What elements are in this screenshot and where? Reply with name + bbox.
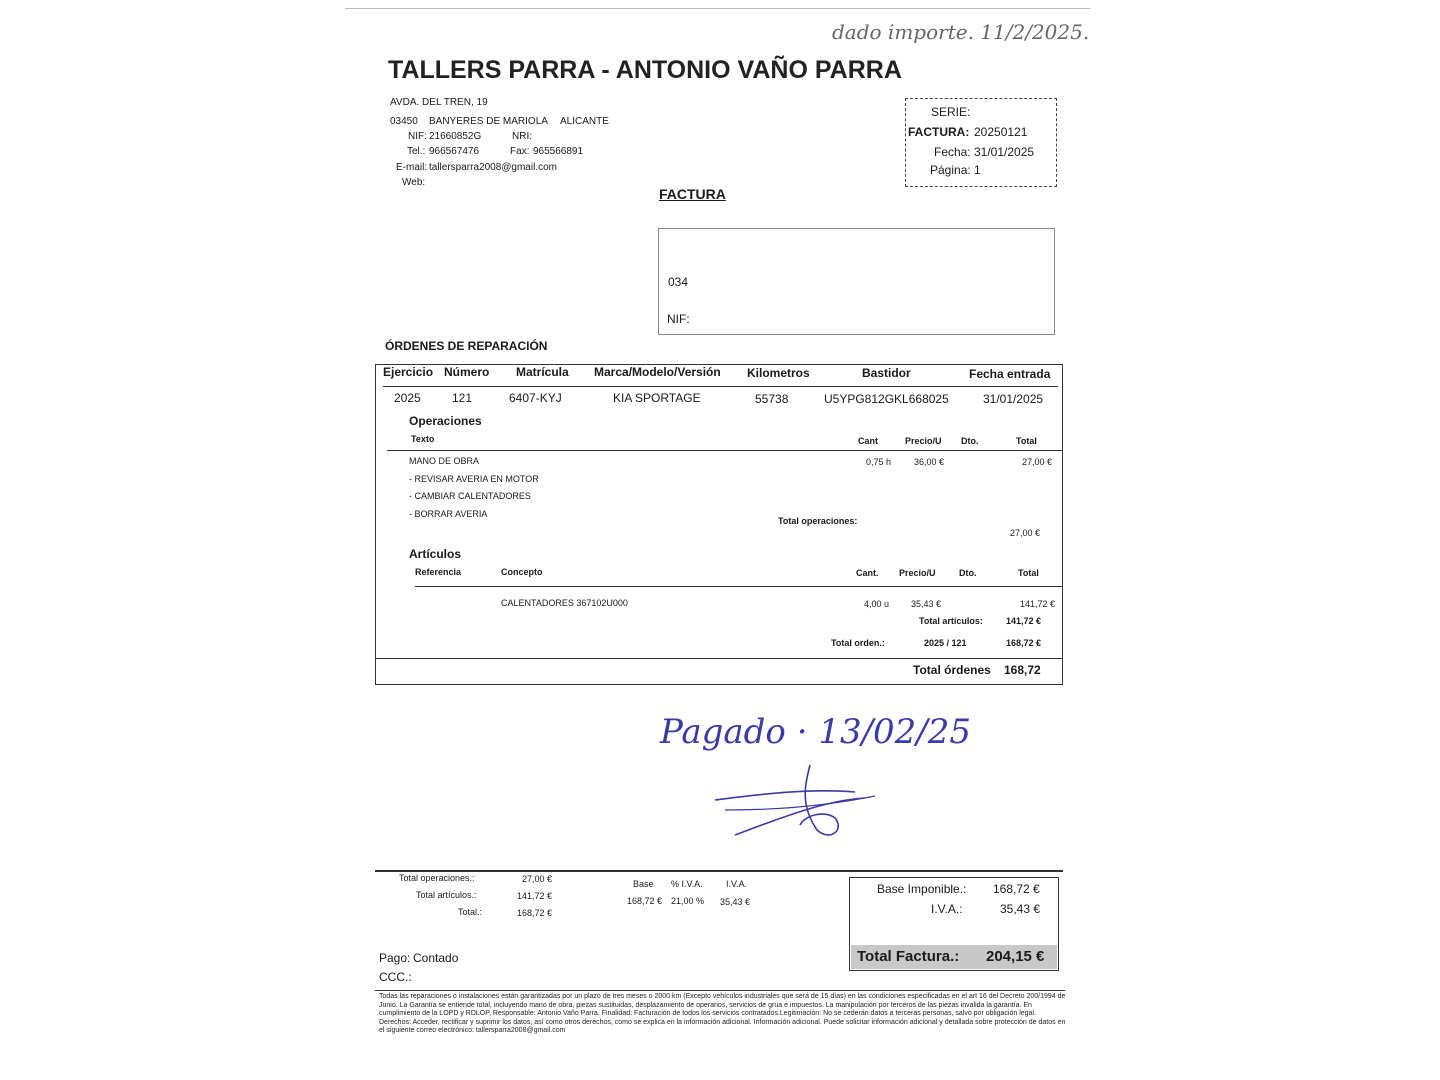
company-postal-code: 03450 bbox=[390, 116, 418, 127]
email-value: tallersparra2008@gmail.com bbox=[429, 162, 557, 173]
summary-top-rule bbox=[375, 870, 1063, 872]
pagina-label: Página: bbox=[930, 163, 971, 177]
client-nif-label: NIF: bbox=[667, 312, 690, 326]
op-header-rule bbox=[387, 450, 1062, 451]
orden-total-value: 168,72 € bbox=[1006, 638, 1042, 648]
order-marca: KIA SPORTAGE bbox=[613, 391, 701, 405]
company-address: AVDA. DEL TREN, 19 bbox=[390, 97, 488, 108]
op-header-dto: Dto. bbox=[961, 436, 979, 446]
orders-frame bbox=[375, 364, 1063, 685]
serie-label: SERIE: bbox=[931, 105, 971, 119]
company-name: TALLERS PARRA - ANTONIO VAÑO PARRA bbox=[388, 56, 902, 84]
art-header-dto: Dto. bbox=[959, 568, 977, 578]
ccc-label: CCC.: bbox=[379, 970, 412, 984]
totals-base-value: 168,72 € bbox=[993, 882, 1040, 896]
col-header-bastidor: Bastidor bbox=[862, 366, 911, 380]
op-line-3: - CAMBIAR CALENTADORES bbox=[409, 491, 531, 501]
art-item-concepto: CALENTADORES 367102U000 bbox=[501, 598, 628, 608]
sum-iva-pct-value: 21,00 % bbox=[671, 896, 705, 906]
totals-iva-value: 35,43 € bbox=[1000, 902, 1041, 916]
art-header-rule bbox=[415, 586, 1062, 587]
fecha-value: 31/01/2025 bbox=[974, 145, 1035, 159]
signature-icon bbox=[705, 760, 895, 845]
total-factura-value: 204,15 € bbox=[986, 948, 1045, 965]
col-header-marca: Marca/Modelo/Versión bbox=[594, 365, 721, 379]
art-total-value: 141,72 € bbox=[1006, 616, 1042, 626]
op-total: 27,00 € bbox=[1022, 457, 1053, 467]
client-box bbox=[658, 228, 1055, 335]
sum-art-value: 141,72 € bbox=[517, 891, 553, 901]
order-numero: 121 bbox=[452, 391, 473, 405]
op-total-label: Total operaciones: bbox=[778, 516, 858, 526]
legal-text: Todas las reparaciones o instalaciones están garantizadas por un plazo de tres meses o 2000 km (Excepto vehículos industriales que será de 15 días) en las condiciones especificadas en el art 16 del Decreto 200/1994 de Junio. La Garantía se entiende total, incluyendo mano de obra, piezas sustituidas, desplazamiento de operarios, servicios de grua e impuestos. La manipulación por terceros de las piezas invalida la garantía. En cumplimiento de la LOPD y RDLOP, Responsable: Antonio Vaño Parra. Finalidad: Facturación de todos los servicios contratados.Legitimación: No se cederán datos a terceras personas, salvo por obligación legal. Derechos: Acceder, rectificar y suprimir los datos, así como otros derechos, como se explica en la información adicional. Información adicional. Puede solicitar información adicional y detallada sobre protección de datos en el siguiente correo electrónico: tallersparra2008@gmail.com bbox=[379, 993, 1066, 1035]
orden-total-label: Total orden.: bbox=[831, 638, 885, 648]
ordenes-rule bbox=[375, 658, 1063, 659]
col-header-numero: Número bbox=[444, 365, 490, 379]
total-factura-label: Total Factura.: bbox=[857, 948, 960, 965]
orden-ref: 2025 / 121 bbox=[924, 638, 967, 648]
invoice-info-box bbox=[905, 98, 1057, 187]
fecha-label: Fecha: bbox=[934, 145, 971, 159]
web-label: Web: bbox=[402, 177, 426, 188]
document-title: FACTURA bbox=[659, 186, 726, 202]
op-header-texto: Texto bbox=[411, 434, 435, 444]
nri-label: NRI: bbox=[512, 131, 532, 142]
operaciones-title: Operaciones bbox=[409, 414, 482, 428]
order-fecha-entrada: 31/01/2025 bbox=[983, 392, 1044, 406]
col-header-ejercicio: Ejercicio bbox=[383, 365, 434, 379]
pago-value: Contado bbox=[413, 951, 459, 965]
op-header-precio: Precio/U bbox=[905, 436, 942, 446]
art-total-label: Total artículos: bbox=[919, 616, 983, 626]
sum-op-label: Total operaciones.: bbox=[399, 873, 475, 883]
nif-value: 21660852G bbox=[429, 131, 482, 142]
op-header-total: Total bbox=[1016, 436, 1037, 446]
sum-base-value: 168,72 € bbox=[627, 896, 663, 906]
top-rule bbox=[345, 8, 1090, 9]
art-header-cant: Cant. bbox=[856, 568, 879, 578]
factura-number: 20250121 bbox=[974, 125, 1028, 139]
sum-total-label: Total.: bbox=[458, 907, 483, 917]
totals-base-label: Base Imponible.: bbox=[877, 882, 967, 896]
sum-iva-pct-header: % I.V.A. bbox=[671, 879, 703, 889]
orders-section-title: ÓRDENES DE REPARACIÓN bbox=[385, 339, 548, 353]
order-matricula: 6407-KYJ bbox=[509, 391, 562, 405]
sum-total-value: 168,72 € bbox=[517, 908, 553, 918]
order-bastidor: U5YPG812GKL668025 bbox=[824, 392, 949, 406]
sum-iva-value: 35,43 € bbox=[720, 897, 751, 907]
art-header-precio: Precio/U bbox=[899, 568, 936, 578]
col-header-fecha-entrada: Fecha entrada bbox=[969, 367, 1051, 381]
order-ejercicio: 2025 bbox=[394, 391, 421, 405]
art-header-referencia: Referencia bbox=[415, 567, 462, 577]
sum-iva-header: I.V.A. bbox=[726, 879, 748, 889]
orders-header-rule bbox=[383, 386, 1058, 387]
tel-label: Tel.: bbox=[407, 146, 426, 157]
fax-value: 965566891 bbox=[533, 146, 584, 157]
art-item-cant: 4,00 u bbox=[864, 599, 890, 609]
factura-label: FACTURA: bbox=[908, 125, 970, 139]
email-label: E-mail: bbox=[396, 162, 428, 173]
fax-label: Fax: bbox=[510, 146, 530, 157]
pagina-value: 1 bbox=[974, 163, 981, 177]
pago-label: Pago: bbox=[379, 951, 411, 965]
col-header-kilometros: Kilometros bbox=[747, 366, 810, 380]
art-header-concepto: Concepto bbox=[501, 567, 543, 577]
order-kilometros: 55738 bbox=[755, 392, 789, 406]
ordenes-total-value: 168,72 bbox=[1004, 663, 1041, 677]
paid-note: Pagado · 13/02/25 bbox=[660, 712, 972, 752]
op-line-1: MANO DE OBRA bbox=[409, 456, 480, 466]
totals-iva-label: I.V.A.: bbox=[931, 902, 963, 916]
op-line-4: - BORRAR AVERIA bbox=[409, 509, 488, 519]
articulos-title: Artículos bbox=[409, 547, 462, 561]
nif-label: NIF: bbox=[408, 131, 427, 142]
art-item-total: 141,72 € bbox=[1020, 599, 1056, 609]
sum-art-label: Total artículos.: bbox=[416, 890, 477, 900]
op-precio: 36,00 € bbox=[914, 457, 945, 467]
op-cant: 0,75 h bbox=[866, 457, 892, 467]
ordenes-total-label: Total órdenes bbox=[913, 663, 991, 677]
handwritten-note: dado importe. 11/2/2025. bbox=[832, 20, 1090, 44]
op-line-2: - REVISAR AVERIA EN MOTOR bbox=[409, 474, 539, 484]
sum-op-value: 27,00 € bbox=[522, 874, 553, 884]
company-city: BANYERES DE MARIOLA bbox=[429, 116, 548, 127]
op-total-value: 27,00 € bbox=[1010, 528, 1041, 538]
col-header-matricula: Matrícula bbox=[516, 365, 569, 379]
client-postal-partial: 034 bbox=[668, 275, 689, 289]
legal-rule bbox=[375, 990, 1065, 991]
op-header-cant: Cant bbox=[858, 436, 878, 446]
art-item-precio: 35,43 € bbox=[911, 599, 942, 609]
tel-value: 966567476 bbox=[429, 146, 480, 157]
art-header-total: Total bbox=[1018, 568, 1039, 578]
company-province: ALICANTE bbox=[560, 116, 609, 127]
sum-base-header: Base bbox=[633, 879, 654, 889]
